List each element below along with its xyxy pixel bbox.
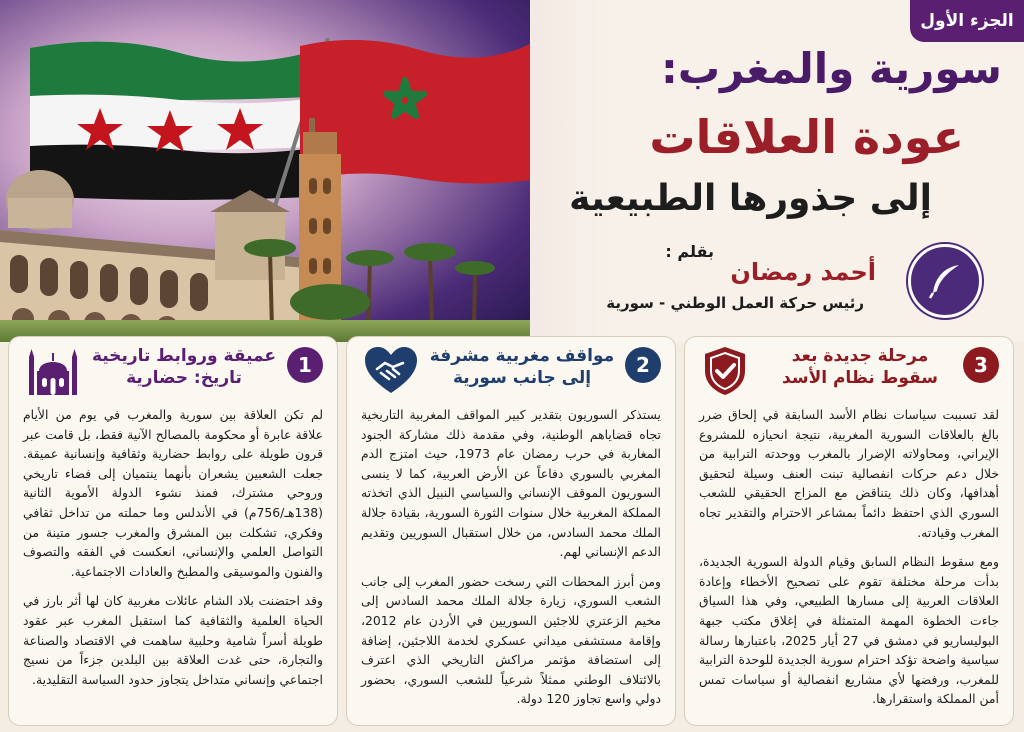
section-title-3: مرحلة جديدة بعد سقوط نظام الأسد: [782, 346, 938, 388]
section-3-paragraph-1: لقد تسببت سياسات نظام الأسد السابقة في إلحاق ضرر بالغ بالعلاقات السورية المغربية، نتيجة انحيازه للمشروع الإيراني، ومحاولاته الإضرار بالمغرب ووحدته الترابية من خلال دعم حركات انفصالية تبنت العنف وسيلة لتحقيق أهدافها، وكان ذلك يتناقض مع المزاج الحقيقي للشعب السوري الذي احتفظ دائماً بمشاعر الاحترام والتقدير تجاه المغرب وقيادته.: [699, 407, 999, 540]
section-title-2: مواقف مغربية مشرفة إلى جانب سورية: [429, 346, 615, 388]
section-title-1: عميقة وروابط تاريخية تاريخ: حضارية: [91, 346, 277, 388]
section-1-paragraph-2: وقد احتضنت بلاد الشام عائلات مغربية كان لها أثر بارز في الحياة العلمية والثقافية كما استقبل المغرب عبر عقود طويلة أسراً شامية وحلبية ساهمت في الاقتصاد والصناعة والتجارة، حتى غدت العلاقة بين البلدين جزءاً من نسيج اجتماعي وإنساني متداخل يتجاوز حدود السياسة التقليدية.: [23, 593, 323, 687]
hero-banner: [0, 0, 1024, 342]
section-number-2: 2: [625, 347, 661, 383]
shield-check-icon: [701, 345, 749, 397]
section-2-paragraph-1: يستذكر السوريون بتقدير كبير المواقف المغربية التاريخية تجاه قضاياهم الوطنية، وفي مقدمة ذلك مشاركة الجنود المغاربة في حرب رمضان عام 1973، حيث امتزج الدم المغربي بالسوري دفاعاً عن الأرض العربية، كما لا ينسى السوريون الموقف الإنساني والسياسي النبيل الذي اتخذته المملكة المغربية خلال سنوات الثورة السورية، بقيادة جلالة الملك محمد السادس، من خلال استقبال السوريين وتقديم الدعم الإنساني لهم.: [361, 407, 661, 560]
author-name: أحمد رمضان: [730, 258, 876, 286]
headline-line-2: عودة العلاقات: [649, 110, 964, 164]
headline-line-1: سورية والمغرب:: [661, 44, 1002, 93]
headline-line-3: إلى جذورها الطبيعية: [569, 178, 932, 219]
section-number-1: 1: [287, 347, 323, 383]
hero-illustration: [0, 0, 530, 342]
mosque-icon: [25, 345, 81, 397]
section-card-3: [684, 336, 1014, 726]
section-1-paragraph-1: لم تكن العلاقة بين سورية والمغرب في يوم من الأيام علاقة عابرة أو محكومة بالمصالح الآنية فقط، بل قامت عبر قرون طويلة على روابط حضارية وثقافية وإنسانية عميقة. جعلت الشعبين يشعران بأنهما ينتميان إلى فضاء تاريخي وروحي مشترك، فمنذ نشوء الدولة الأموية الثانية (138هـ/756م) في الأندلس وما حملته من تداخل ثقافي وفكري، تشكلت بين المشرق والمغرب جسور متينة من التواصل العلمي والإنساني، انعكست في الفقه والتصوف والفنون والموسيقى والمطبخ والعادات الاجتماعية.: [23, 407, 323, 579]
palm-trees-icon: [230, 220, 530, 330]
section-3-paragraph-2: ومع سقوط النظام السابق وقيام الدولة السورية الجديدة، بدأت مرحلة مختلفة تقوم على تصحيح الأخطاء وإعادة العلاقات العربية إلى مسارها الطبيعي، وفي هذا السياق جاءت الخطوة المهمة المتمثلة في إغلاق مكتب جبهة البوليساريو في دمشق في 27 أيار 2025، باعتبارها رسالة سياسية واضحة تؤكد احترام سورية الجديدة للوحدة الترابية للمغرب، ورفضها لأي مشاريع انفصالية أو سياسات تمس أمن المملكة واستقرارها.: [699, 554, 999, 707]
quill-icon: [908, 244, 982, 318]
part-badge: الجزء الأول: [910, 0, 1024, 42]
section-number-3: 3: [963, 347, 999, 383]
section-2-paragraph-2: ومن أبرز المحطات التي رسخت حضور المغرب إلى جانب الشعب السوري، زيارة جلالة الملك محمد السادس إلى مخيم الزعتري للاجئين السوريين في الأردن عام 2012، وإقامة مستشفى ميداني عسكري لخدمة اللاجئين، إضافة إلى استضافة مؤتمر مراكش التاريخي الذي اعترف بالائتلاف الوطني ممثلاً شرعياً للشعب السوري، بحضور دولي واسع تجاوز 120 دولة.: [361, 573, 661, 707]
author-role: رئيس حركة العمل الوطني - سورية: [606, 294, 864, 312]
handshake-heart-icon: [363, 345, 419, 395]
byline-label: بقلم :: [665, 242, 714, 261]
section-card-2: [346, 336, 676, 726]
section-card-1: [8, 336, 338, 726]
